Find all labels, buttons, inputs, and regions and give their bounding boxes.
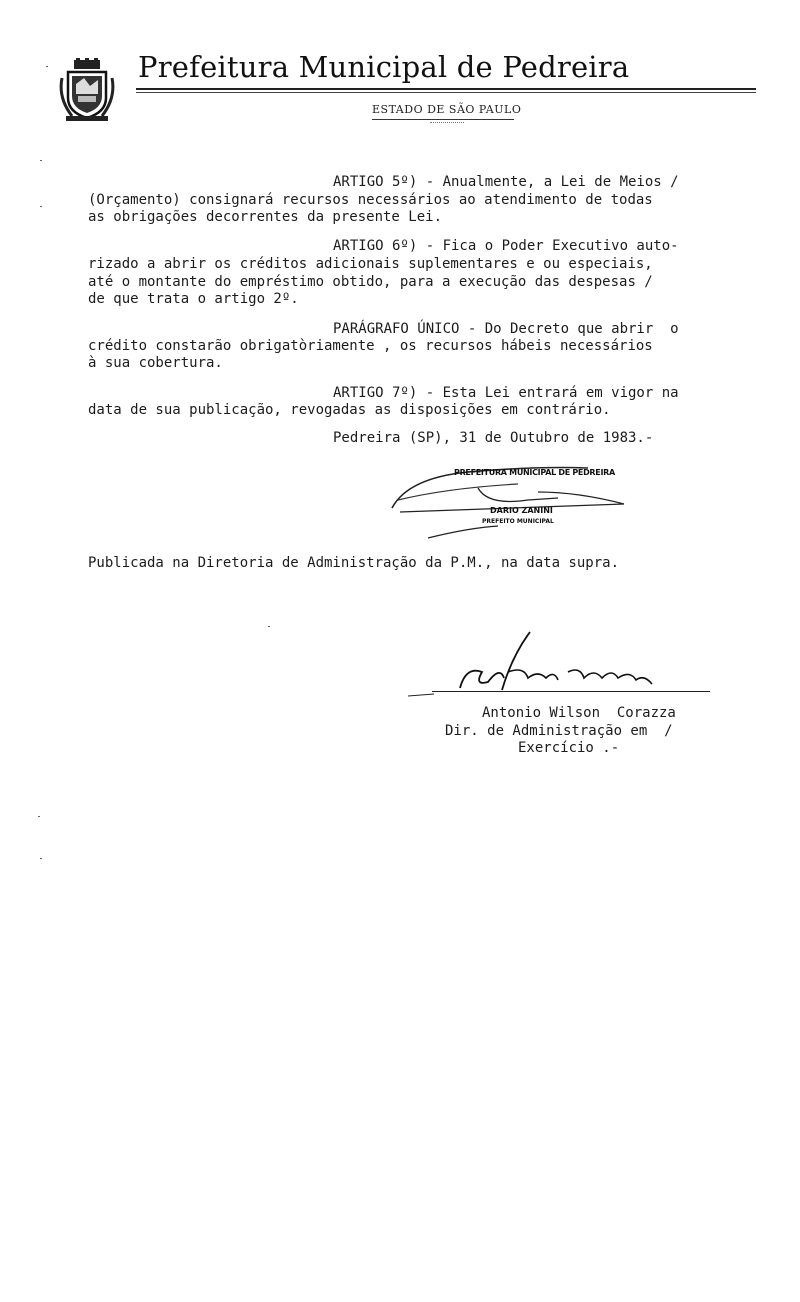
article-6-line-1: ARTIGO 6º) - Fica o Poder Executivo auto- (333, 238, 679, 254)
article-6-line-3: até o montante do empréstimo obtido, para a execução das despesas / (88, 274, 653, 290)
paragraph-unique-line-3: à sua cobertura. (88, 355, 223, 371)
letterhead-rule-thin (136, 92, 756, 93)
mayor-stamp-title: PREFEITO MUNICIPAL (482, 518, 554, 525)
letterhead-state: ESTADO DE SÃO PAULO (372, 103, 522, 116)
municipal-crest-icon (58, 58, 116, 122)
mayor-stamp-name: DARIO ZANINI (490, 506, 553, 515)
article-6-line-4: de que trata o artigo 2º. (88, 291, 299, 307)
scan-speck (268, 626, 270, 627)
director-title-2: Exercício .- (518, 740, 620, 756)
article-5-line-3: as obrigações decorrentes da presente Lei. (88, 209, 443, 225)
letterhead-title: Prefeitura Municipal de Pedreira (138, 50, 630, 84)
scan-speck (38, 816, 40, 817)
scan-speck (46, 66, 48, 67)
scan-speck (40, 858, 42, 859)
director-name: Antonio Wilson Corazza (482, 705, 676, 721)
article-7-line-1: ARTIGO 7º) - Esta Lei entrará em vigor na (333, 385, 679, 401)
state-dots (430, 122, 464, 123)
director-title-1: Dir. de Administração em / (445, 723, 673, 739)
scan-speck (40, 206, 42, 207)
director-signature-line (432, 691, 710, 692)
paragraph-unique-line-2: crédito constarão obrigatòriamente , os recursos hábeis necessários (88, 338, 653, 354)
article-5-line-2: (Orçamento) consignará recursos necessários ao atendimento de todas (88, 192, 653, 208)
publication-note: Publicada na Diretoria de Administração da P.M., na data supra. (88, 555, 620, 571)
article-7-line-2: data de sua publicação, revogadas as disposições em contrário. (88, 402, 611, 418)
paragraph-unique-line-1: PARÁGRAFO ÚNICO - Do Decreto que abrir o (333, 321, 679, 337)
date-line: Pedreira (SP), 31 de Outubro de 1983.- (333, 430, 654, 446)
scan-speck (40, 160, 42, 161)
article-5-line-1: ARTIGO 5º) - Anualmente, a Lei de Meios / (333, 174, 679, 190)
mayor-signature (388, 448, 638, 543)
mayor-stamp-org: PREFEITURA MUNICIPAL DE PEDREIRA (454, 468, 615, 477)
letterhead-rule (136, 88, 756, 90)
state-underline (372, 119, 514, 120)
article-6-line-2: rizado a abrir os créditos adicionais suplementares e ou especiais, (88, 256, 653, 272)
